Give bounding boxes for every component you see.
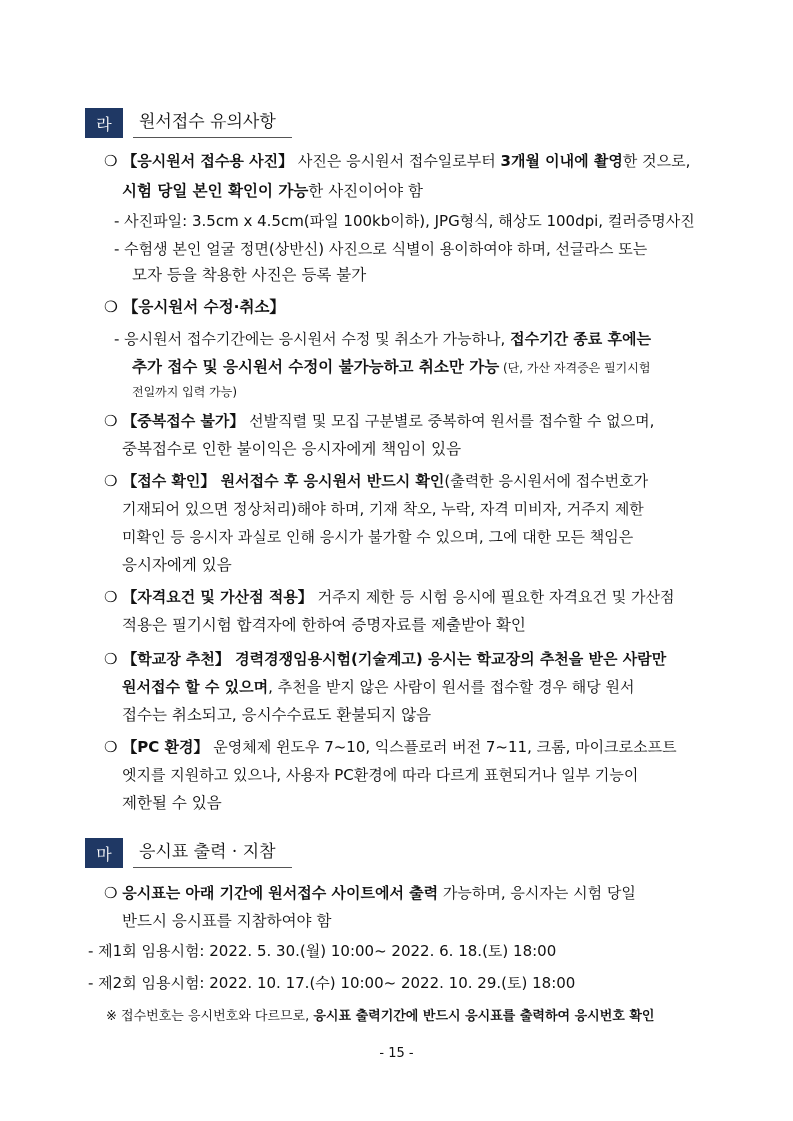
ticket-round-1: - 제1회 임용시험: 2022. 5. 30.(월) 10:00~ 2022. 6. 18.(토) 18:00 [88, 942, 557, 960]
item-principal-line1: ❍ 【학교장 추천】 경력경쟁임용시험(기술계고) 응시는 학교장의 추천을 받은 사람만 [104, 650, 667, 668]
item-confirm-line3: 미확인 등 응시자 과실로 인해 응시가 불가할 수 있으며, 그에 대한 모든 책임은 [122, 528, 634, 546]
bullet: ❍ [104, 152, 118, 170]
section-header-ma [85, 838, 292, 868]
item-principal-line2: 원서접수 할 수 있으며, 추천을 받지 않은 사람이 원서를 접수할 경우 해당 원서 [122, 678, 635, 696]
item-pc-line3: 제한될 수 있음 [122, 794, 222, 812]
item-ticket-line2: 반드시 응시표를 지참하여야 함 [122, 912, 332, 930]
photo-detail-2: - 수험생 본인 얼굴 정면(상반신) 사진으로 식별이 용이하여야 하며, 선글라스 또는 [114, 240, 648, 258]
photo-detail-1: - 사진파일: 3.5cm x 4.5cm(파일 100kb이하), JPG형식, 해상도 100dpi, 컬러증명사진 [114, 212, 695, 230]
page-number: - 15 - [379, 1046, 414, 1061]
item-modify-line1: - 응시원서 접수기간에는 응시원서 수정 및 취소가 가능하나, 접수기간 종료 후에는 [114, 330, 651, 348]
section-header-ra [85, 108, 292, 138]
item-pc-line1: ❍ 【PC 환경】 운영체제 윈도우 7~10, 익스플로러 버전 7~11, 크롬, 마이크로소프트 [104, 738, 677, 756]
item-duplicate-line2: 중복접수로 인한 불이익은 응시자에게 책임이 있음 [122, 440, 462, 458]
item-photo-line2: 시험 당일 본인 확인이 가능한 사진이어야 함 [122, 182, 423, 200]
item-photo-line1: ❍ 【응시원서 접수용 사진】 사진은 응시원서 접수일로부터 3개월 이내에 촬영한 것으로, [104, 152, 691, 170]
section-badge: 라 [85, 108, 123, 138]
section-badge: 마 [85, 838, 123, 868]
item-confirm-line2: 기재되어 있으면 정상처리)해야 하며, 기재 착오, 누락, 자격 미비자, 거주지 제한 [122, 500, 644, 518]
item-confirm-line1: ❍ 【접수 확인】 원서접수 후 응시원서 반드시 확인(출력한 응시원서에 접수번호가 [104, 472, 649, 490]
photo-detail-3: 모자 등을 착용한 사진은 등록 불가 [132, 266, 367, 284]
item-duplicate-line1: ❍ 【중복접수 불가】 선발직렬 및 모집 구분별로 중복하여 원서를 접수할 수 없으며, [104, 412, 655, 430]
item-qualify-line2: 적용은 필기시험 합격자에 한하여 증명자료를 제출받아 확인 [122, 616, 526, 634]
item-pc-line2: 엣지를 지원하고 있으나, 사용자 PC환경에 따라 다르게 표현되거나 일부 기능이 [122, 766, 639, 784]
ticket-note: ※ 접수번호는 응시번호와 다르므로, 응시표 출력기간에 반드시 응시표를 출력하여 응시번호 확인 [106, 1009, 655, 1024]
item-principal-line3: 접수는 취소되고, 응시수수료도 환불되지 않음 [122, 706, 432, 724]
section-title: 원서접수 유의사항 [133, 109, 292, 138]
section-title: 응시표 출력 · 지참 [133, 839, 292, 868]
item-ticket-line1: ❍ 응시표는 아래 기간에 원서접수 사이트에서 출력 가능하며, 응시자는 시험 당일 [104, 884, 636, 902]
item-modify-line3: 전일까지 입력 가능) [132, 385, 238, 399]
item-modify-head: ❍ 【응시원서 수정·취소】 [104, 298, 285, 316]
item-qualify-line1: ❍ 【자격요건 및 가산점 적용】 거주지 제한 등 시험 응시에 필요한 자격요건 및 가산점 [104, 588, 675, 606]
ticket-round-2: - 제2회 임용시험: 2022. 10. 17.(수) 10:00~ 2022. 10. 29.(토) 18:00 [88, 974, 576, 992]
item-confirm-line4: 응시자에게 있음 [122, 556, 232, 574]
item-modify-line2: 추가 접수 및 응시원서 수정이 불가능하고 취소만 가능 (단, 가산 자격증은 필기시험 [132, 358, 651, 376]
